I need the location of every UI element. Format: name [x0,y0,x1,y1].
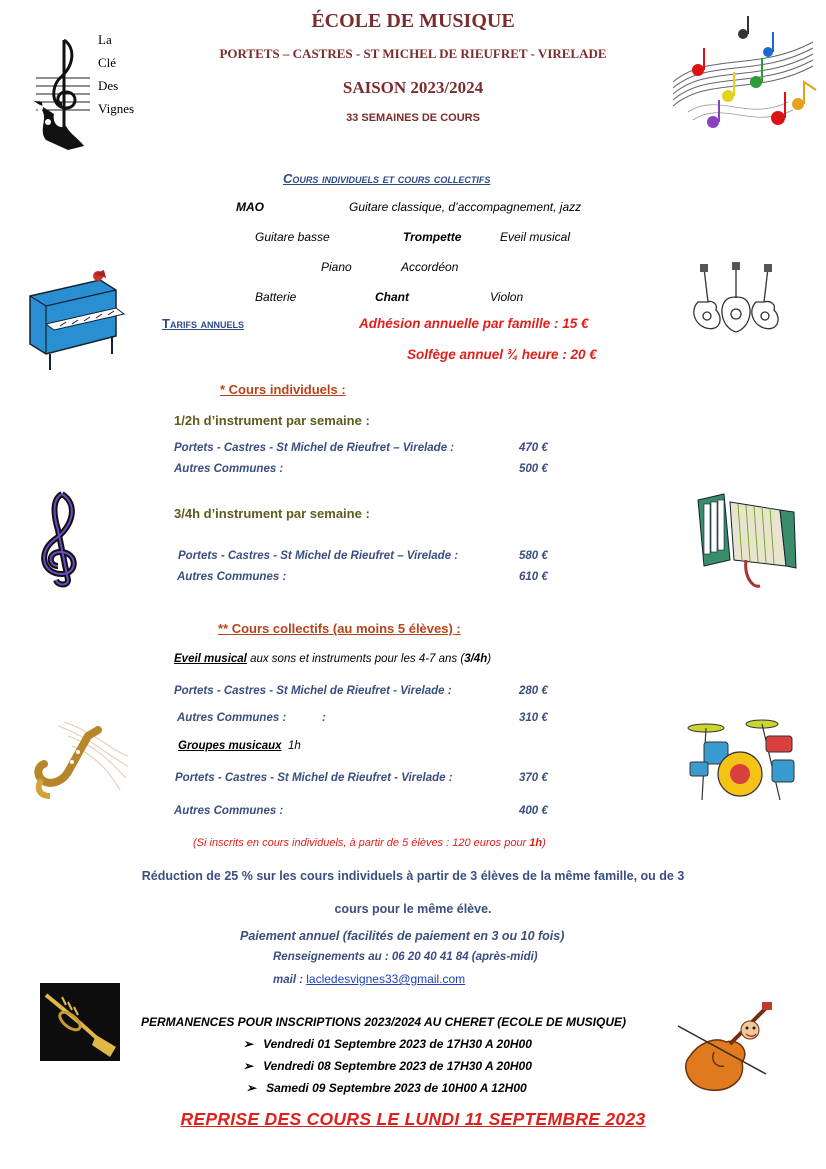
three-other-label: Autres Communes : [177,571,287,583]
course-eveil: Eveil musical [500,230,571,244]
permanence-item-2 [243,1059,532,1073]
course-piano: Piano [321,260,352,274]
half-other-label: Autres Communes : [174,463,284,475]
mail-label: mail : [273,974,307,986]
trumpet-image [40,983,120,1061]
reduction-line-1: Réduction de 25 % sur les cours individuels à partir de 3 élèves de la même famille, ou de 3 [141,869,685,883]
groupes-local-label: Portets - Castres - St Michel de Rieufret - Virelade : [175,772,453,784]
eveil-desc: aux sons et instruments pour les 4-7 ans ( [246,653,465,665]
note-bold: 1h [529,837,543,849]
permanence-item-2-text: Vendredi 08 Septembre 2023 de 17H30 A 20H00 [263,1059,532,1073]
drums-image [684,716,800,804]
permanence-item-3 [246,1081,527,1095]
collectifs-note [193,837,546,849]
note-pre: (Si inscrits en cours individuels, à partir de 5 élèves : 120 euros pour [193,837,530,849]
three-other-price: 610 € [519,571,548,583]
guitars-image [684,262,794,340]
accordion-image [690,490,800,594]
permanences-title: PERMANENCES POUR INSCRIPTIONS 2023/2024 AU CHERET (ECOLE DE MUSIQUE) [141,1015,626,1029]
half-hour-title: 1/2h d’instrument par semaine : [174,413,370,428]
eveil-duration: 3/4h [464,653,488,665]
bullet-arrow-icon: ➢ [243,1037,254,1051]
music-notes-image [668,12,818,137]
three-local-price: 580 € [519,550,548,562]
groupes-title: Groupes musicaux [178,740,282,752]
half-other-price: 500 € [519,463,548,475]
groupes-line [178,740,301,752]
individuels-heading: * Cours individuels : [220,382,346,397]
tarifs-label: Tarifs annuels [162,316,245,331]
half-local-label: Portets - Castres - St Michel de Rieufret – Virelade : [174,442,455,454]
eveil-other-price: 310 € [519,712,548,724]
saxophone-image [28,716,132,808]
paiement-line: Paiement annuel (facilités de paiement en 3 ou 10 fois) [240,929,565,943]
course-mao: MAO [236,200,264,214]
towns-subtitle: PORTETS – CASTRES - ST MICHEL DE RIEUFRET - VIRELADE [219,46,607,61]
groupes-duration: 1h [287,740,301,752]
course-trompette: Trompette [403,230,462,244]
renseignements-line: Renseignements au : 06 20 40 41 84 (après-midi) [273,951,538,963]
course-batterie: Batterie [255,290,297,304]
bullet-arrow-icon: ➢ [246,1081,257,1095]
page-title: ÉCOLE DE MUSIQUE [311,10,515,32]
groupes-local-price: 370 € [519,772,548,784]
eveil-line [174,653,491,665]
note-post: ) [542,837,546,849]
groupes-other-price: 400 € [519,805,548,817]
three-quarter-title: 3/4h d’instrument par semaine : [174,506,370,521]
solfege-price: Solfège annuel ¾ heure : 20 € [407,347,597,362]
season-title: SAISON 2023/2024 [342,78,484,97]
eveil-local-price: 280 € [519,685,548,697]
collectifs-heading: ** Cours collectifs (au moins 5 élèves) : [218,621,461,636]
reprise-banner: REPRISE DES COURS LE LUNDI 11 SEPTEMBRE 2023 [180,1109,646,1129]
logo-text-3: Des [98,78,119,93]
adhesion-price: Adhésion annuelle par famille : 15 € [359,316,589,331]
logo-text-4: Vignes [98,101,135,116]
eveil-other-label: Autres Communes : [177,712,287,724]
eveil-local-label: Portets - Castres - St Michel de Rieufret - Virelade : [174,685,452,697]
violin-image [670,996,782,1096]
eveil-other-colon: : [322,712,326,724]
treble-clef-image [28,490,88,588]
courses-heading: Cours individuels et cours collectifs [283,171,491,186]
permanence-item-3-text: Samedi 09 Septembre 2023 de 10H00 A 12H00 [266,1081,527,1095]
bullet-arrow-icon: ➢ [243,1059,254,1073]
permanence-item-1 [243,1037,532,1051]
course-guitare: Guitare classique, d’accompagnement, jazz [349,200,582,214]
course-chant: Chant [375,290,409,304]
three-local-label: Portets - Castres - St Michel de Rieufret – Virelade : [178,550,459,562]
course-accordeon: Accordéon [401,260,459,274]
course-violon: Violon [490,290,524,304]
eveil-close: ) [487,653,492,665]
weeks-subtitle: 33 SEMAINES DE COURS [346,112,480,124]
permanence-item-1-text: Vendredi 01 Septembre 2023 de 17H30 A 20H00 [263,1037,532,1051]
half-local-price: 470 € [519,442,548,454]
groupes-other-label: Autres Communes : [174,805,284,817]
logo-text-1: La [98,32,112,47]
mail-link[interactable]: lacledesvignes33@gmail.com [306,972,466,986]
mail-line [273,972,465,986]
logo-text-2: Clé [98,55,117,70]
eveil-title: Eveil musical [174,653,247,665]
reduction-line-2: cours pour le même élève. [334,902,492,916]
piano-image [20,266,132,378]
course-basse: Guitare basse [255,230,330,244]
